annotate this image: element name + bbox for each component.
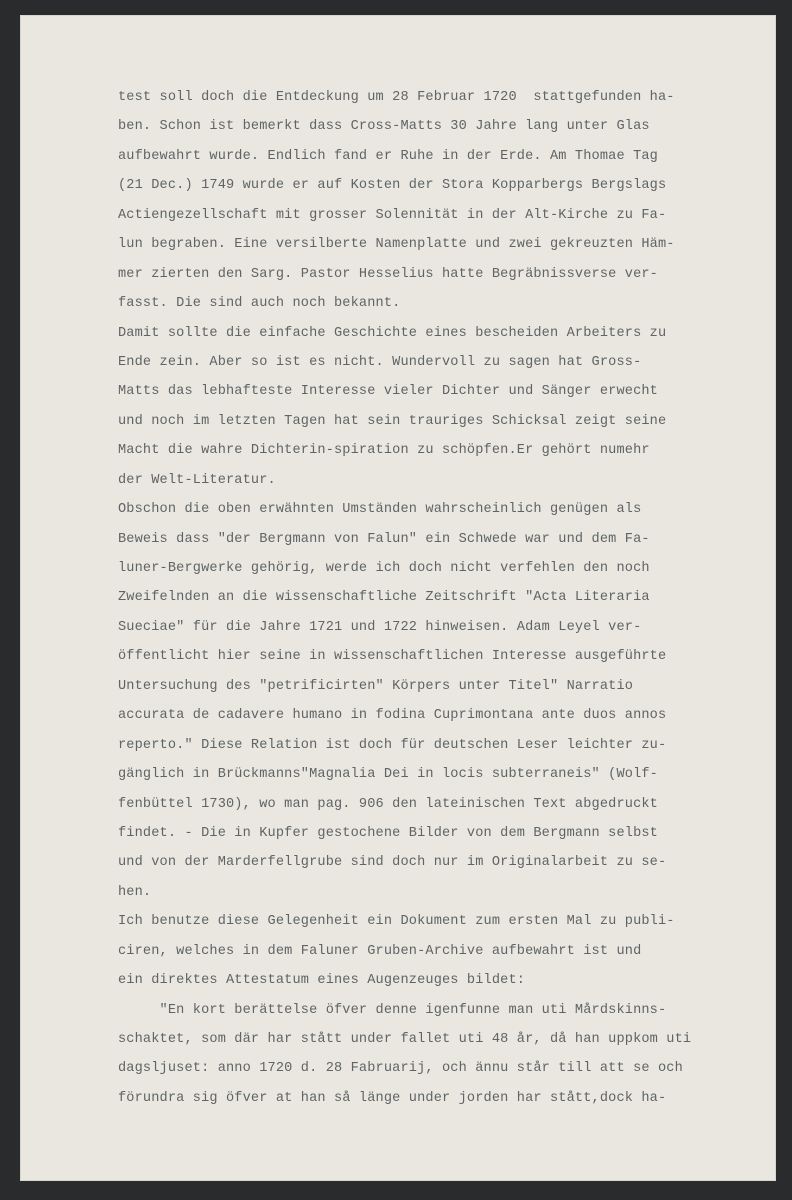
text-line: lun begraben. Eine versilberte Namenplatte und zwei gekreuzten Häm-	[118, 237, 675, 253]
text-line: schaktet, som där har stått under fallet uti 48 år, då han uppkom uti	[118, 1032, 692, 1047]
text-line: und von der Marderfellgrube sind doch nur im Originalarbeit zu se-	[118, 855, 667, 871]
text-line: Obschon die oben erwähnten Umständen wahrscheinlich genügen als	[118, 502, 642, 518]
text-line: Macht die wahre Dichterin-spiration zu schöpfen.Er gehört numehr	[118, 443, 650, 459]
text-line: Beweis dass "der Bergmann von Falun" ein Schwede war und dem Fa-	[118, 531, 650, 547]
text-line: Sueciae" für die Jahre 1721 und 1722 hinweisen. Adam Leyel ver-	[118, 619, 642, 635]
text-line: reperto." Diese Relation ist doch für deutschen Leser leichter zu-	[118, 737, 667, 753]
text-line: Damit sollte die einfache Geschichte eines bescheiden Arbeiters zu	[118, 325, 667, 341]
text-line: Untersuchung des "petrificirten" Körpers unter Titel" Narratio	[118, 678, 634, 694]
text-line: accurata de cadavere humano in fodina Cuprimontana ante duos annos	[118, 708, 667, 724]
text-line: findet. - Die in Kupfer gestochene Bilder von dem Bergmann selbst	[118, 825, 658, 841]
text-line: luner-Bergwerke gehörig, werde ich doch nicht verfehlen den noch	[118, 561, 650, 576]
text-line: fenbüttel 1730), wo man pag. 906 den lateinischen Text abgedruckt	[118, 796, 658, 812]
text-line: "En kort berättelse öfver denne igenfunne man uti Mårdskinns-	[118, 1002, 667, 1018]
text-line: hen.	[118, 884, 152, 900]
text-line: test soll doch die Entdeckung um 28 Februar 1720 stattgefunden ha-	[118, 90, 675, 105]
text-line: ein direktes Attestatum eines Augenzeuges bildet:	[118, 973, 526, 989]
document-page	[20, 15, 776, 1181]
text-line: (21 Dec.) 1749 wurde er auf Kosten der Stora Kopparbergs Bergslags	[118, 178, 667, 194]
typewritten-text	[118, 83, 738, 1113]
text-line: Ich benutze diese Gelegenheit ein Dokument zum ersten Mal zu publi-	[118, 914, 675, 930]
text-line: ben. Schon ist bemerkt dass Cross-Matts 30 Jahre lang unter Glas	[118, 119, 650, 135]
text-line: Zweifelnden an die wissenschaftliche Zeitschrift "Acta Literaria	[118, 590, 650, 606]
text-line: der Welt-Literatur.	[118, 472, 276, 488]
text-line: dagsljuset: anno 1720 d. 28 Fabruarij, och ännu står till att se och	[118, 1061, 683, 1077]
text-line: Matts das lebhafteste Interesse vieler Dichter und Sänger erwecht	[118, 384, 658, 400]
text-line: und noch im letzten Tagen hat sein trauriges Schicksal zeigt seine	[118, 413, 667, 429]
text-line: Ende zein. Aber so ist es nicht. Wundervoll zu sagen hat Gross-	[118, 354, 642, 370]
text-line: ciren, welches in dem Faluner Gruben-Archive aufbewahrt ist und	[118, 943, 642, 959]
text-line: gänglich in Brückmanns"Magnalia Dei in locis subterraneis" (Wolf-	[118, 767, 658, 783]
text-line: fasst. Die sind auch noch bekannt.	[118, 296, 401, 312]
text-line: mer zierten den Sarg. Pastor Hesselius hatte Begräbnissverse ver-	[118, 266, 658, 282]
text-line: förundra sig öfver at han så länge under jorden har stått,dock ha-	[118, 1090, 667, 1106]
text-line: öffentlicht hier seine in wissenschaftlichen Interesse ausgeführte	[118, 649, 667, 665]
text-line: Actiengezellschaft mit grosser Solennität in der Alt-Kirche zu Fa-	[118, 207, 667, 223]
text-line: aufbewahrt wurde. Endlich fand er Ruhe in der Erde. Am Thomae Tag	[118, 148, 658, 164]
